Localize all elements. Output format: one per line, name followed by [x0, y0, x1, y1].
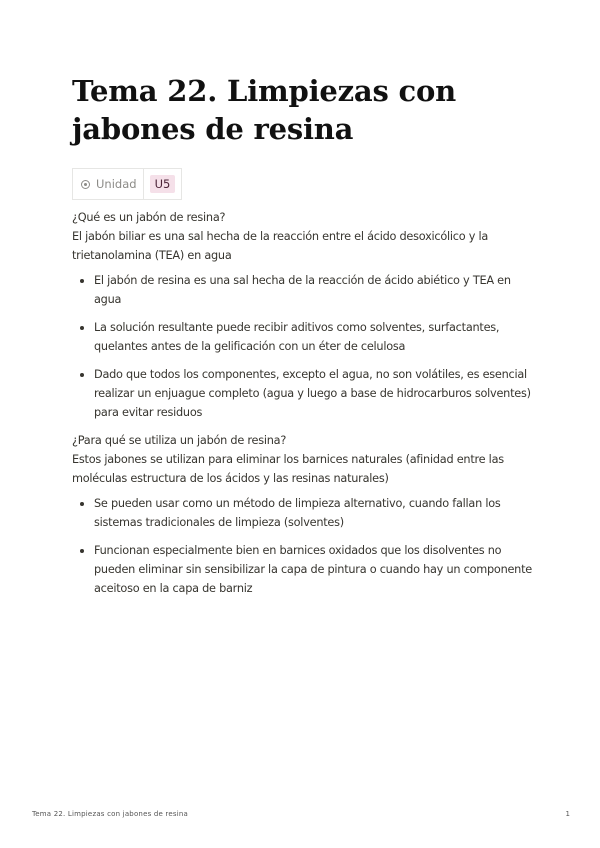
list-item: Dado que todos los componentes, excepto el agua, no son volátiles, es esencial realizar un enjuague completo (agua y luego a base de hidrocarburos solventes) para evitar residuos	[72, 365, 534, 422]
footer-title: Tema 22. Limpiezas con jabones de resina	[32, 810, 188, 818]
property-value-cell[interactable]	[144, 169, 182, 199]
section-intro: Estos jabones se utilizan para eliminar los barnices naturales (afinidad entre las moléculas estructura de los ácidos y las resinas naturales)	[72, 453, 504, 485]
property-name-cell	[73, 169, 144, 199]
bullet-list	[72, 271, 534, 422]
property-row-unidad[interactable]	[72, 168, 182, 200]
list-item: Funcionan especialmente bien en barnices oxidados que los disolventes no pueden eliminar sin sensibilizar la capa de pintura o cuando hay un componente aceitoso en la capa de barniz	[72, 541, 534, 598]
section-intro: El jabón biliar es una sal hecha de la reacción entre el ácido desoxicólico y la trietanolamina (TEA) en agua	[72, 230, 489, 262]
target-icon	[81, 180, 90, 189]
unit-tag: U5	[150, 175, 176, 193]
list-item: El jabón de resina es una sal hecha de la reacción de ácido abiético y TEA en agua	[72, 271, 534, 309]
page-content	[72, 208, 534, 607]
list-item: La solución resultante puede recibir aditivos como solventes, surfactantes, quelantes antes de la gelificación con un éter de celulosa	[72, 318, 534, 356]
page-title: Tema 22. Limpiezas con jabones de resina	[72, 74, 457, 146]
property-name: Unidad	[96, 177, 137, 191]
bullet-list	[72, 494, 534, 598]
list-item: Se pueden usar como un método de limpieza alternativo, cuando fallan los sistemas tradicionales de limpieza (solventes)	[72, 494, 534, 532]
section-question: ¿Para qué se utiliza un jabón de resina?	[72, 434, 287, 447]
section-question: ¿Qué es un jabón de resina?	[72, 211, 226, 224]
footer-page-number: 1	[565, 810, 570, 818]
